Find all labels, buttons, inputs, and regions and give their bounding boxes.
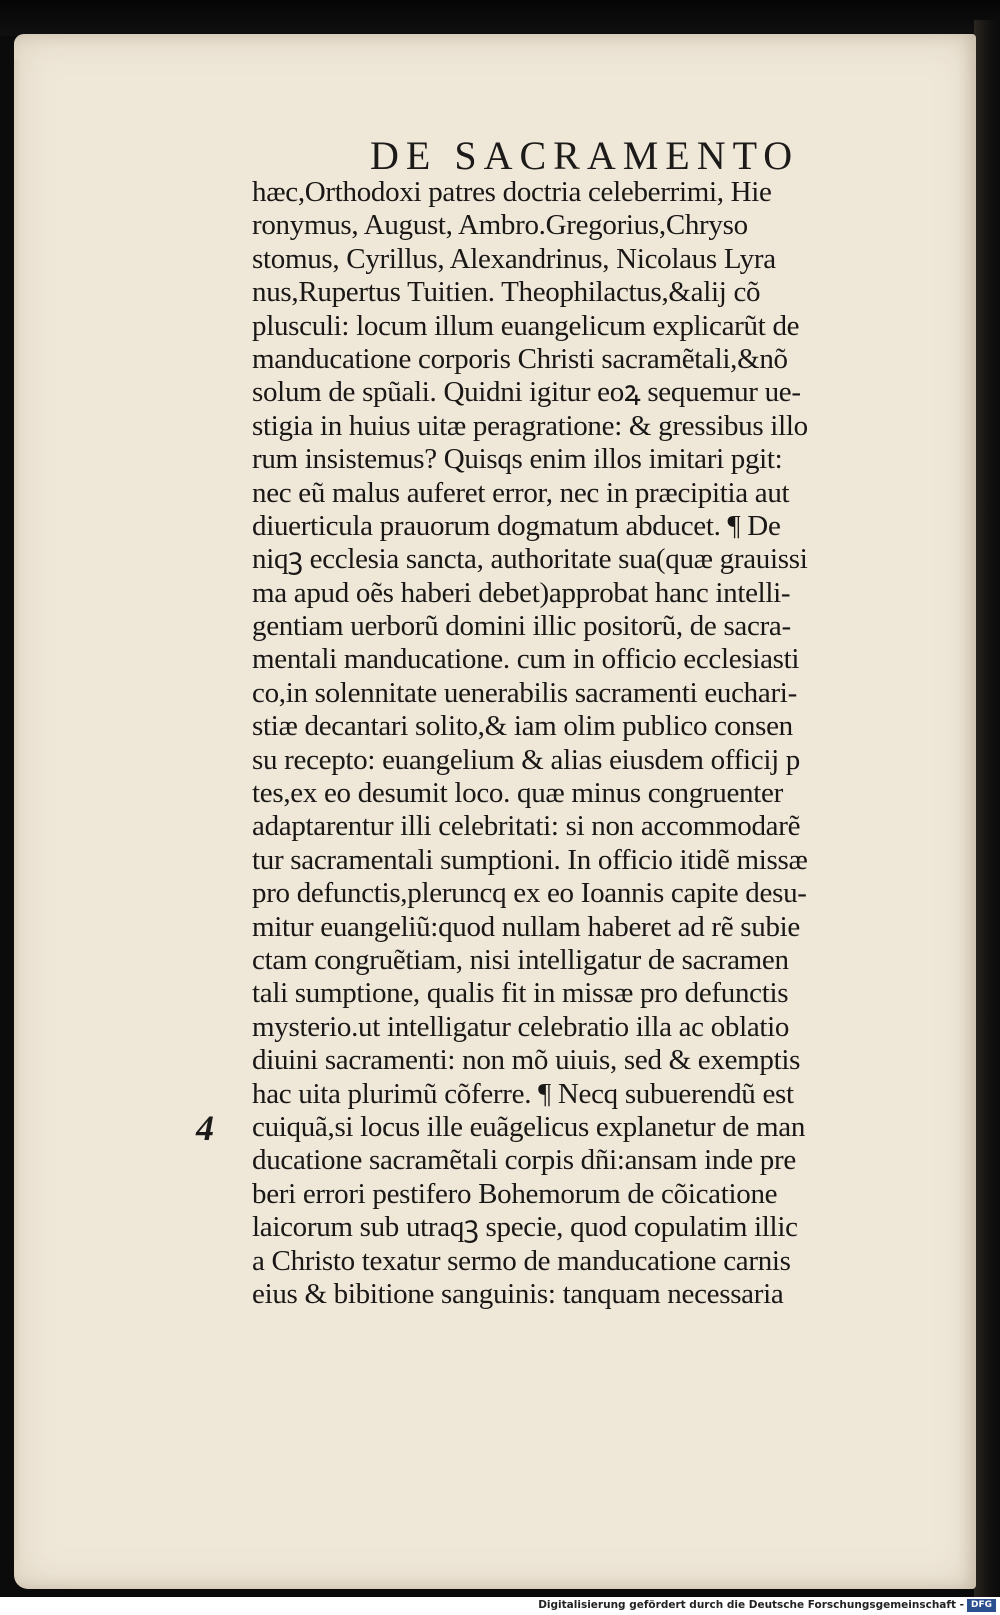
footer-credit: Digitalisierung gefördert durch die Deutsche Forschungsgemeinschaft - xyxy=(538,1599,964,1611)
text-line: stigia in huius uitæ peragratione: & gressibus illo xyxy=(252,409,808,442)
running-head: DE SACRAMENTO xyxy=(370,133,800,178)
text-line: diuerticula prauorum dogmatum abducet. ¶ De xyxy=(252,509,781,542)
text-line: manducatione corporis Christi sacramẽtali,&nõ xyxy=(252,342,788,375)
text-line: adaptarentur illi celebritati: si non accommodarẽ xyxy=(252,810,801,843)
text-line: plusculi: locum illum euangelicum explicarũt de xyxy=(252,309,800,342)
text-line: su recepto: euangelium & alias eiusdem officij p xyxy=(252,743,800,776)
text-line: ducatione sacramẽtali corpis dñi:ansam inde pre xyxy=(252,1144,796,1177)
text-line: mentali manducatione. cum in officio ecclesiasti xyxy=(252,643,800,676)
margin-note-number: 4 xyxy=(196,1108,214,1148)
text-line: ma apud oẽs haberi debet)approbat hanc intelli- xyxy=(252,576,791,609)
book-spine-edge xyxy=(974,20,1000,1600)
text-line: tur sacramentali sumptioni. In officio itidẽ missæ xyxy=(252,843,808,876)
text-line: nus,Rupertus Tuitien. Theophilactus,&alij cõ xyxy=(252,276,761,309)
scan-top-edge xyxy=(0,0,1000,36)
dfg-logo: DFG xyxy=(967,1599,996,1612)
text-line: ctam congruẽtiam, nisi intelligatur de sacramen xyxy=(252,943,789,976)
text-line: solum de spũali. Quidni igitur eoꝝ sequemur ue- xyxy=(252,376,801,409)
text-line: stomus, Cyrillus, Alexandrinus, Nicolaus Lyra xyxy=(252,242,776,275)
text-line: mitur euangeliũ:quod nullam haberet ad rẽ subie xyxy=(252,910,801,943)
body-text xyxy=(252,176,924,1311)
text-line: pro defunctis,pleruncq ex eo Ioannis capite desu- xyxy=(252,877,807,910)
text-line: laicorum sub utraqꝫ specie, quod copulatim illic xyxy=(252,1211,798,1244)
text-line: a Christo texatur sermo de manducatione carnis xyxy=(252,1244,791,1277)
text-line: niqꝫ ecclesia sancta, authoritate sua(quæ grauissi xyxy=(252,543,808,576)
text-line: hæc,Orthodoxi patres doctria celeberrimi, Hie xyxy=(252,176,772,208)
text-line: cuiquã,si locus ille euãgelicus explanetur de man xyxy=(252,1110,806,1143)
page-left-edge xyxy=(14,60,20,1560)
text-line: rum insistemus? Quisqs enim illos imitari pgit: xyxy=(252,443,783,476)
text-line: nec eũ malus auferet error, nec in præcipitia aut xyxy=(252,476,790,509)
text-line: mysterio.ut intelligatur celebratio illa ac oblatio xyxy=(252,1010,790,1043)
text-line: ronymus, August, Ambro.Gregorius,Chryso xyxy=(252,209,748,242)
text-line: co,in solennitate uenerabilis sacramenti euchari- xyxy=(252,676,797,709)
text-line: tali sumptione, qualis fit in missæ pro defunctis xyxy=(252,977,789,1010)
text-line: gentiam uerborũ domini illic positorũ, de sacra- xyxy=(252,610,791,643)
text-line: diuini sacramenti: non mõ uiuis, sed & exemptis xyxy=(252,1044,801,1077)
text-line: tes,ex eo desumit loco. quæ minus congruenter xyxy=(252,777,783,810)
text-line: eius & bibitione sanguinis: tanquam necessaria xyxy=(252,1277,784,1310)
text-line: hac uita plurimũ cõferre. ¶ Necq subuerendũ est xyxy=(252,1077,794,1110)
text-line: beri errori pestifero Bohemorum de cõicatione xyxy=(252,1177,778,1210)
text-line: stiæ decantari solito,& iam olim publico consen xyxy=(252,710,793,743)
